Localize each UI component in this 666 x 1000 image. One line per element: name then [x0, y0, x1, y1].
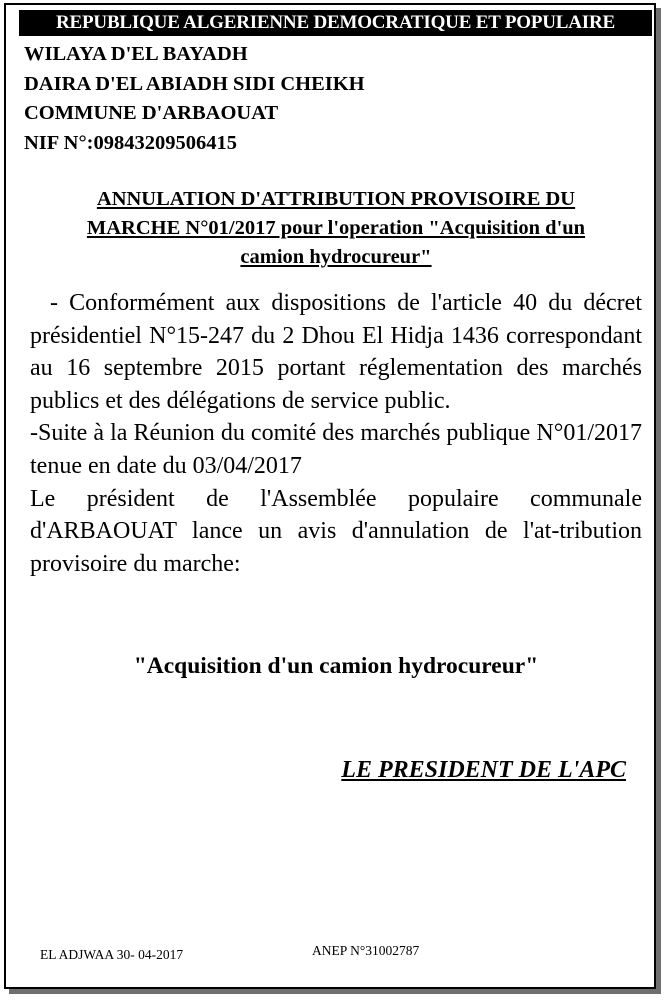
- signature: LE PRESIDENT DE L'APC: [341, 757, 626, 783]
- administration-block: [24, 40, 365, 158]
- newspaper-reference: EL ADJWAA 30- 04-2017: [40, 947, 184, 962]
- daira-line: DAIRA D'EL ABIADH SIDI CHEIKH: [24, 72, 365, 95]
- commune-line: COMMUNE D'ARBAOUAT: [24, 102, 279, 124]
- subject-line: "Acquisition d'un camion hydrocureur": [133, 653, 539, 679]
- notice-title-line-1: ANNULATION D'ATTRIBUTION PROVISOIRE DU: [96, 188, 576, 210]
- anep-reference: ANEP N°31002787: [312, 943, 420, 958]
- committee-paragraph: -Suite à la Réunion du comité des marchés publique N°01/2017 tenue en date du 03/04/2017: [30, 420, 642, 479]
- notice-title-line-2: MARCHE N°01/2017 pour l'operation "Acquisition d'un: [86, 217, 586, 239]
- notice-body: [30, 287, 642, 580]
- nif-line: NIF N°:09843209506415: [24, 131, 237, 154]
- wilaya-line: WILAYA D'EL BAYADH: [24, 43, 248, 65]
- annulation-paragraph: Le président de l'Assemblée populaire communale d'ARBAOUAT lance un avis d'annulation de l'at-tribution provisoire du marche:: [30, 485, 642, 577]
- notice-frame: [4, 3, 656, 989]
- notice-title-line-3: camion hydrocureur": [240, 246, 432, 268]
- legal-reference-paragraph: - Conformément aux dispositions de l'article 40 du décret présidentiel N°15-247 du 2 Dhou El Hidja 1436 correspondant au 16 septembre 2015 portant réglementation des marchés publics et des délégations de service public.: [30, 290, 642, 414]
- notice-title: [24, 185, 648, 272]
- republic-banner: REPUBLIQUE ALGERIENNE DEMOCRATIQUE ET POPULAIRE: [19, 10, 652, 36]
